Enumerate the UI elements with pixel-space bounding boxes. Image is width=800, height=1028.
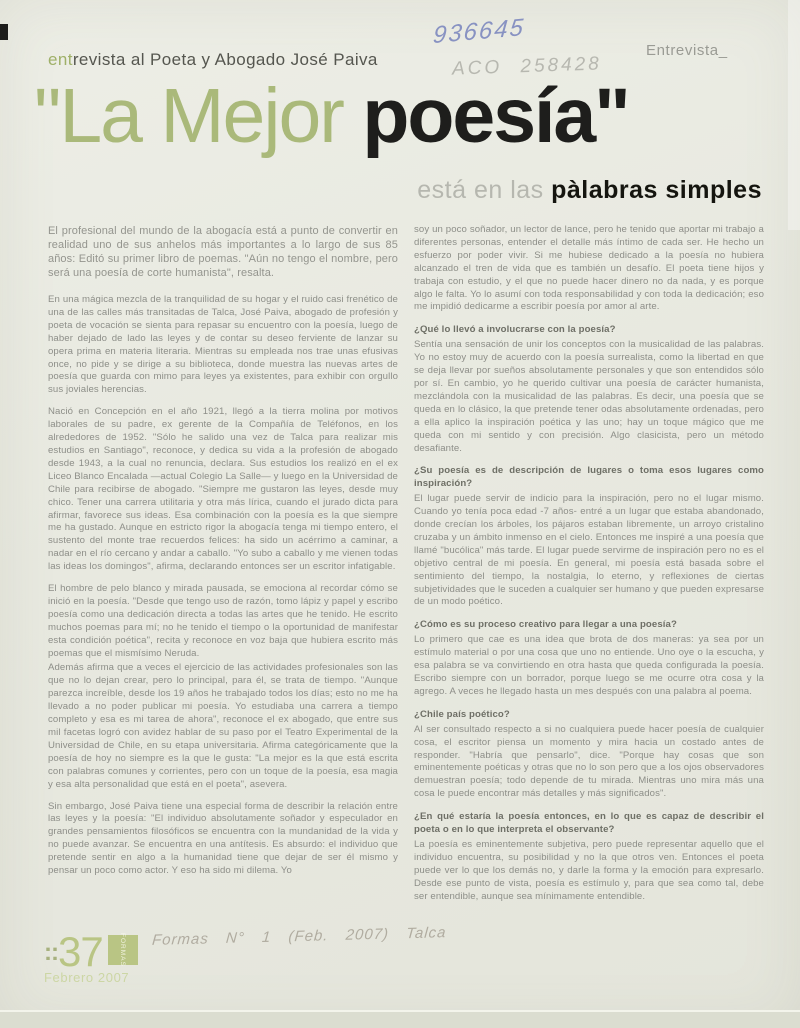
- page-number-row: [44, 928, 138, 975]
- page-footer: [44, 928, 138, 985]
- subtitle-light-part: está en las: [417, 176, 552, 204]
- handwritten-inventory-number: 936645: [432, 13, 527, 50]
- scan-light-edge: [788, 0, 800, 230]
- intro-paragraph: El profesional del mundo de la abogacía está a punto de convertir en realidad uno de sus anhelos más importantes a lo largo de sus 85 años: Editó su primer libro de poemas. "Aún no tengo el nombre, pero será una poesía de corte humanista", resalta.: [48, 225, 398, 279]
- subtitle: [417, 176, 762, 205]
- kicker-text: revista al Poeta y Abogado José Paiva: [72, 50, 378, 69]
- subtitle-dark-part: pàlabras simples: [551, 176, 762, 204]
- article-column-left: [48, 224, 398, 924]
- interview-answer: La poesía es eminentemente subjetiva, pero puede representar aquello que el individuo encuentra, su posibilidad y no la que otros ven. Entonces el poeta puede ver lo que los demás no, y darle la forma y la emoción para expresarlo. Desde ese punto de vista, poesía es estímulo y, para que sea como tal, debe ser entendible, aunque sea mínimamente entendible.: [414, 838, 764, 902]
- interview-question: ¿Qué lo llevó a involucrarse con la poesía?: [414, 324, 616, 336]
- article-column-right: [414, 224, 764, 924]
- headline: [34, 73, 774, 159]
- headline-green-part: "La Mejor: [34, 73, 363, 159]
- paragraph: Nació en Concepción en el año 1921, llegó a la tierra molina por motivos laborales de su padre, ex gerente de la Compañía de Teléfonos, en los alrededores de 1952. "Sólo he salido una vez de Talca para realizar mis estudios en Santiago", reconoce, y dedica su vida a la profesión de abogado desde 1943, a la cual no renuncia, declara. Sus estudios los realizó en el ex Liceo Blanco Encalada —actual Colegio La Salle— y luego en la Universidad de Chile para recibirse de abogado. "Siempre me gustaron las leyes, desde muy chico. Tener una carrera utilitaria y otra más lírica, cuando el jurado dicta para afirmar, favorece sus ideas. Esa combinación con la poesía es la que siempre me ha gustado. Aunque en estricto rigor la abogacía tenga mi tiempo entero, el sustento del monte trae recuerdos felices: ha sido un acérrimo a caminar, a nadar en el río cercano y andar a caballo. "Yo subo a caballo y me vienen todas las ideas los domingos", afirma, declarando entonces ser un escritor infatigable.: [48, 406, 398, 573]
- interview-question: ¿En qué estaría la poesía entonces, en lo que es capaz de describir el poeta o en lo que interpreta el observante?: [414, 811, 764, 836]
- paragraph: En una mágica mezcla de la tranquilidad de su hogar y el ruido casi frenético de una de las calles más transitadas de Talca, José Paiva, abogado de profesión y poeta de vocación se sienta para repasar su encuentro con la poesía, luego de haber dejado de lado las leyes y de contar su deseo ferviente de lanzar su opera prima en materia literaria. Mientras su empleada nos trae unas efusivas once, no pide y se dirige a su biblioteca, donde muestra las nuevas artes de poesía que guarda con mimo para leyes ya existentes, para exhibir con orgullo sus joviales herencias.: [48, 294, 398, 396]
- headline-black-part: poesía": [362, 73, 629, 159]
- magazine-logo-block: [108, 935, 138, 965]
- interview-answer: El lugar puede servir de indicio para la inspiración, pero no el lugar mismo. Cuando yo tenía poca edad -7 años- entré a un lugar que estaba abandonado, donde crecían los árboles, los pájaros estaban libremente, un arroyo cristalino cruzaba y un ámbito inmenso en el cielo. Entonces me inspiré a una poesía que llamé "bucólica" más tarde. El lugar puede servirme de inspiración pero no es el objetivo central de mi poesía. En general, mi poesía está basada sobre el sentimiento del tiempo, la nostalgia, lo eterno, y reflexiones de ciertas subjetividades que le suceden a cualquier ser humano y que pueden expresarse de un modo poético.: [414, 493, 764, 608]
- interview-answer: Sentía una sensación de unir los conceptos con la musicalidad de las palabras. Yo no estoy muy de acuerdo con la poesía surrealista, como la libertad en que se deja llevar por sueños absolutamente personales y que son entendidos sólo por sí. En cambio, yo he querido cultivar una poesía de carácter humanista, mezclándola con la musicalidad de las palabras. Es decir, una poesía que se queda en lo clásico, la que pretende tener odas absolutamente ordenadas, pero a ella aplico la inspiración poética y las uno; hay un toque mágico que me queda con mi sentido y con precisión. Algo clasicista, pero un método desafiante.: [414, 339, 764, 454]
- page-number-dots: ::: [44, 939, 58, 966]
- pencil-source-annotation: Formas N° 1 (Feb. 2007) Talca: [151, 924, 448, 949]
- interview-answer: Al ser consultado respecto a si no cualquiera puede hacer poesía de cualquier cosa, el escritor piensa un momento y mira hacia un costado antes de responder. "Habría que pensarlo", dice. "Porque hay cosas que son eminentemente poéticas y otras que no lo son pero que a los ojos observadores demuestran poesía; todo depende de tu mirada. Mientras uno mira más una cosa le puede encontrar más detalles y más significados".: [414, 723, 764, 800]
- paragraph: Sin embargo, José Paiva tiene una especial forma de describir la relación entre las leyes y la poesía: "El individuo absolutamente soñador y especulador en grandes pensamientos filosóficos se encuentra con la mundanidad de la vida y no puede avanzar. Se encuentra en una antítesis. Es absurdo: el individuo que pretende sentir en algo a la humanidad tiene que dejar de ser él mismo y pensar un poco como actor. Y eso ha sido mi dilema. Yo: [48, 800, 398, 877]
- paragraph: Además afirma que a veces el ejercicio de las actividades profesionales son las que no lo dejan crear, pero lo principal, para él, se trata de tiempo. "Aunque parezca increíble, desde los 19 años he trabajado todos los días; esto no me ha llevado a no poder publicar mi poesía. Yo estudiaba una carrera a tiempo completo y esa es mi tarea de ahora", reconoce el ex abogado, que entre sus mil facetas logró con avidez hablar de su paso por el Teatro Experimental de la Universidad de Chile, en su etapa universitaria. Afirma categóricamente que la poesía de hoy no siempre es la que le gusta: "La mejor es la que está escrita con palabras comunes y corrientes, pero con un toque de la poesía, esa magia y esa alta personalidad que está en el poeta", asevera.: [48, 662, 398, 790]
- interview-question: ¿Cómo es su proceso creativo para llegar a una poesía?: [414, 619, 677, 631]
- paragraph: soy un poco soñador, un lector de lance, pero he tenido que aportar mi trabajo a diferentes personas, entender el detalle más íntimo de cada ser. He hecho un esfuerzo por poder vivir. Si me hubiese dedicado a la poesía no hubiera alcanzado el tren de vida que es también un desafío. El poeta tiene hijos y trabaja con estudio, y el que no puede hacer dinero no da nada, y es porque algo le falta. Yo lo asumí con toda responsabilidad y con toda la dedicación; eso me impidió dedicarme a escribir poesía por amor al arte.: [414, 224, 764, 313]
- interview-question: ¿Chile país poético?: [414, 708, 510, 720]
- section-label: Entrevista_: [646, 42, 728, 59]
- magazine-logo-text: FORMAS: [119, 933, 127, 967]
- scan-edge-artifact: [0, 24, 8, 40]
- interview-answer: Lo primero que cae es una idea que brota de dos maneras: ya sea por un estímulo material o por una cosa que uno no entiende. Uno oye o la escucha, y esa palabra se va convirtiendo en otra hasta que queda configurada la poesía. Escribo siempre con un borrador, porque luego se me ocurre otra cosa y la agrego. A veces he llegado hasta un mes después con una palabra al poema.: [414, 634, 764, 697]
- paragraph: El hombre de pelo blanco y mirada pausada, se emociona al recordar cómo se inició en la poesía. "Desde que tengo uso de razón, tomo lápiz y papel y escribo poesía como una dedicación directa a todas las artes que he tenido. He escrito muchos poemas para mí; no he tenido el tiempo o la oportunidad de manifestar esta condición poética", recita y reconoce en voz baja que hubiera escrito más poemas que el mismísimo Neruda.: [48, 583, 398, 659]
- kicker-line: [48, 50, 378, 70]
- pencil-catalog-number: ACO 258428: [451, 53, 603, 80]
- kicker-green-part: ent: [48, 50, 73, 69]
- page-number: 37: [57, 928, 103, 975]
- interview-question: ¿Su poesía es de descripción de lugares o toma esos lugares como inspiración?: [414, 465, 764, 490]
- issue-date: Febrero 2007: [44, 970, 130, 985]
- scan-bottom-edge: [0, 1010, 800, 1028]
- article-body: [48, 224, 764, 924]
